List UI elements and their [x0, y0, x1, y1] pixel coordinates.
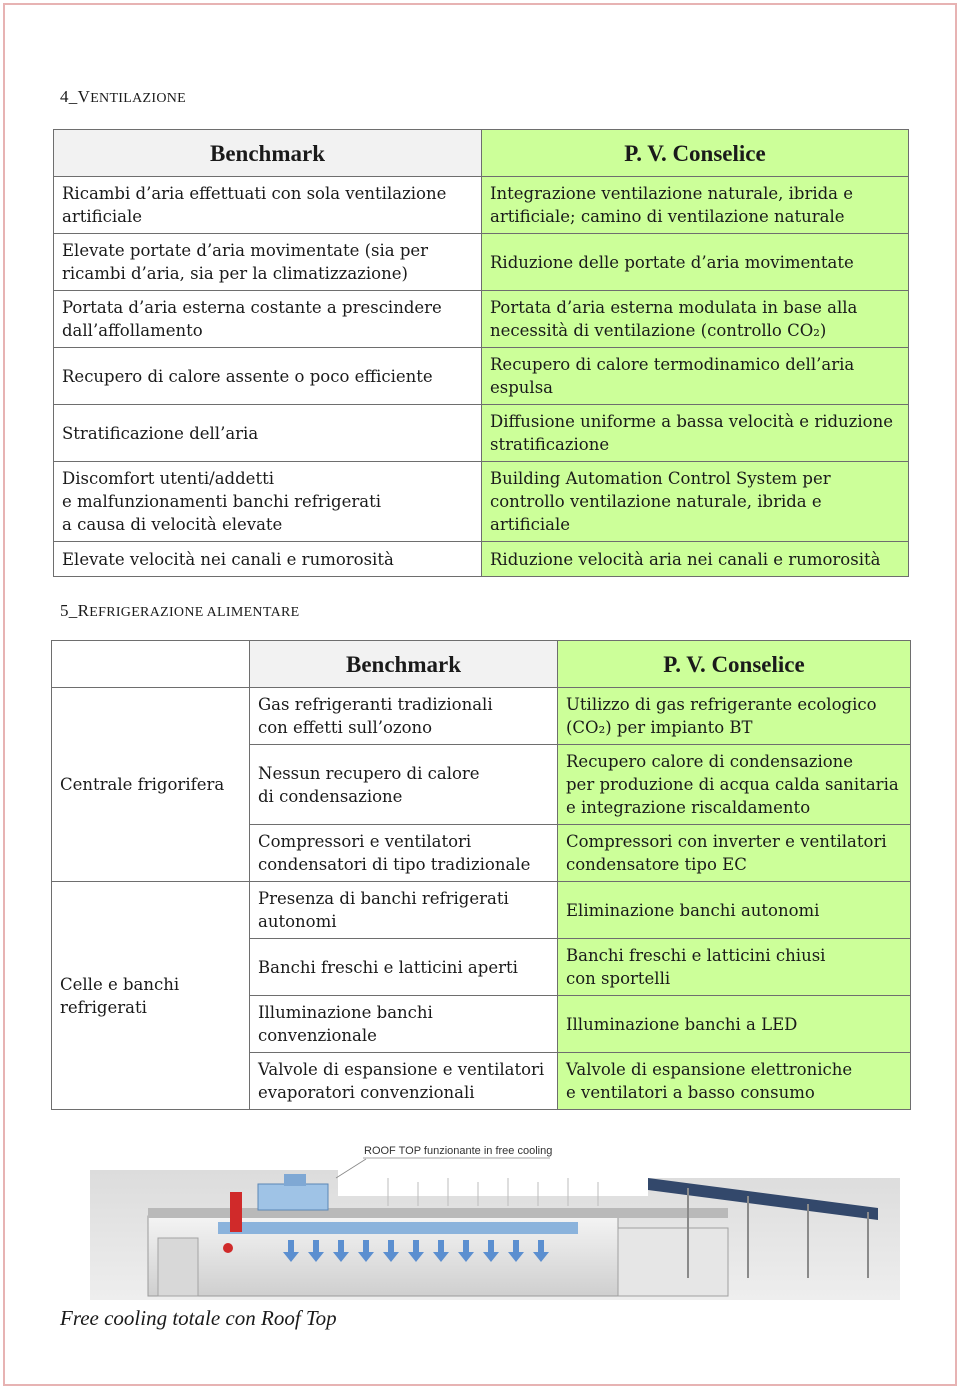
return-air-dot	[223, 1243, 233, 1253]
ventilation-pv-cell: Recupero di calore termodinamico dell’aria espulsa	[482, 348, 909, 405]
refrigeration-pv-cell: Utilizzo di gas refrigerante ecologico (CO₂) per impianto BT	[558, 688, 911, 745]
refrigeration-table	[51, 640, 911, 1110]
refrigeration-pv-cell: Recupero calore di condensazione per produzione di acqua calda sanitaria e integrazione riscaldamento	[558, 745, 911, 825]
refrigeration-row	[52, 882, 911, 939]
ventilation-benchmark-cell: Ricambi d’aria effettuati con sola ventilazione artificiale	[54, 177, 482, 234]
ventilation-benchmark-cell: Recupero di calore assente o poco efficiente	[54, 348, 482, 405]
return-air-duct	[230, 1192, 242, 1232]
ventilation-header-benchmark: Benchmark	[54, 130, 482, 177]
refrigeration-benchmark-cell: Gas refrigeranti tradizionali con effetti sull’ozono	[250, 688, 558, 745]
group-label-celle: Celle e banchi refrigerati	[52, 882, 250, 1110]
ventilation-benchmark-cell: Elevate velocità nei canali e rumorosità	[54, 542, 482, 577]
ventilation-pv-cell: Diffusione uniforme a bassa velocità e riduzione stratificazione	[482, 405, 909, 462]
ventilation-header-pv: P. V. Conselice	[482, 130, 909, 177]
refrigeration-pv-cell: Valvole di espansione elettroniche e ventilatori a basso consumo	[558, 1053, 911, 1110]
section-4-heading	[60, 87, 186, 107]
group-label-centrale: Centrale frigorifera	[52, 688, 250, 882]
refrigeration-benchmark-cell: Illuminazione banchi convenzionale	[250, 996, 558, 1053]
roof-top-label: ROOF TOP funzionante in free cooling	[364, 1145, 553, 1157]
refrigeration-pv-cell: Eliminazione banchi autonomi	[558, 882, 911, 939]
ventilation-benchmark-cell: Stratificazione dell’aria	[54, 405, 482, 462]
ventilation-row	[54, 542, 909, 577]
refrigeration-benchmark-cell: Presenza di banchi refrigerati autonomi	[250, 882, 558, 939]
ventilation-pv-cell: Riduzione velocità aria nei canali e rumorosità	[482, 542, 909, 577]
refrigeration-corner-cell	[52, 641, 250, 688]
ventilation-benchmark-cell: Elevate portate d’aria movimentate (sia per ricambi d’aria, sia per la climatizzazione)	[54, 234, 482, 291]
label-pointer	[336, 1159, 366, 1178]
building-wing	[618, 1228, 728, 1296]
roof-top-free-cooling-illustration	[88, 1138, 902, 1300]
refrigeration-header-pv: P. V. Conselice	[558, 641, 911, 688]
ventilation-pv-cell: Building Automation Control System per controllo ventilazione naturale, ibrida e artificiale	[482, 462, 909, 542]
figure-caption: Free cooling totale con Roof Top	[60, 1306, 337, 1330]
section-4-heading-num: 4_V	[60, 87, 91, 106]
refrigeration-header-benchmark: Benchmark	[250, 641, 558, 688]
ventilation-pv-cell: Portata d’aria esterna modulata in base alla necessità di ventilazione (controllo CO₂)	[482, 291, 909, 348]
section-5-heading-rest: EFRIGERAZIONE ALIMENTARE	[89, 605, 300, 620]
section-5-heading	[60, 601, 299, 621]
ventilation-benchmark-cell: Discomfort utenti/addetti e malfunzionamenti banchi refrigerati a causa di velocità elevate	[54, 462, 482, 542]
refrigeration-pv-cell: Banchi freschi e latticini chiusi con sportelli	[558, 939, 911, 996]
section-5-heading-num: 5_R	[60, 601, 90, 620]
air-duct	[218, 1222, 578, 1234]
ventilation-row	[54, 291, 909, 348]
ventilation-row	[54, 462, 909, 542]
ventilation-table	[53, 129, 909, 577]
refrigeration-benchmark-cell: Nessun recupero di calore di condensazione	[250, 745, 558, 825]
refrigeration-pv-cell: Compressori con inverter e ventilatori condensatore tipo EC	[558, 825, 911, 882]
section-4-heading-rest: ENTILAZIONE	[90, 91, 187, 106]
entrance-block	[158, 1238, 198, 1296]
roof-top-unit-vent	[284, 1174, 306, 1186]
ventilation-row	[54, 234, 909, 291]
refrigeration-pv-cell: Illuminazione banchi a LED	[558, 996, 911, 1053]
ventilation-row	[54, 348, 909, 405]
ventilation-pv-cell: Integrazione ventilazione naturale, ibrida e artificiale; camino di ventilazione naturale	[482, 177, 909, 234]
refrigeration-benchmark-cell: Banchi freschi e latticini aperti	[250, 939, 558, 996]
roof-top-unit	[258, 1184, 328, 1210]
ventilation-pv-cell: Riduzione delle portate d’aria movimentate	[482, 234, 909, 291]
refrigeration-row	[52, 688, 911, 745]
ventilation-benchmark-cell: Portata d’aria esterna costante a prescindere dall’affollamento	[54, 291, 482, 348]
refrigeration-benchmark-cell: Valvole di espansione e ventilatori evaporatori convenzionali	[250, 1053, 558, 1110]
refrigeration-benchmark-cell: Compressori e ventilatori condensatori di tipo tradizionale	[250, 825, 558, 882]
ventilation-row	[54, 177, 909, 234]
ventilation-row	[54, 405, 909, 462]
